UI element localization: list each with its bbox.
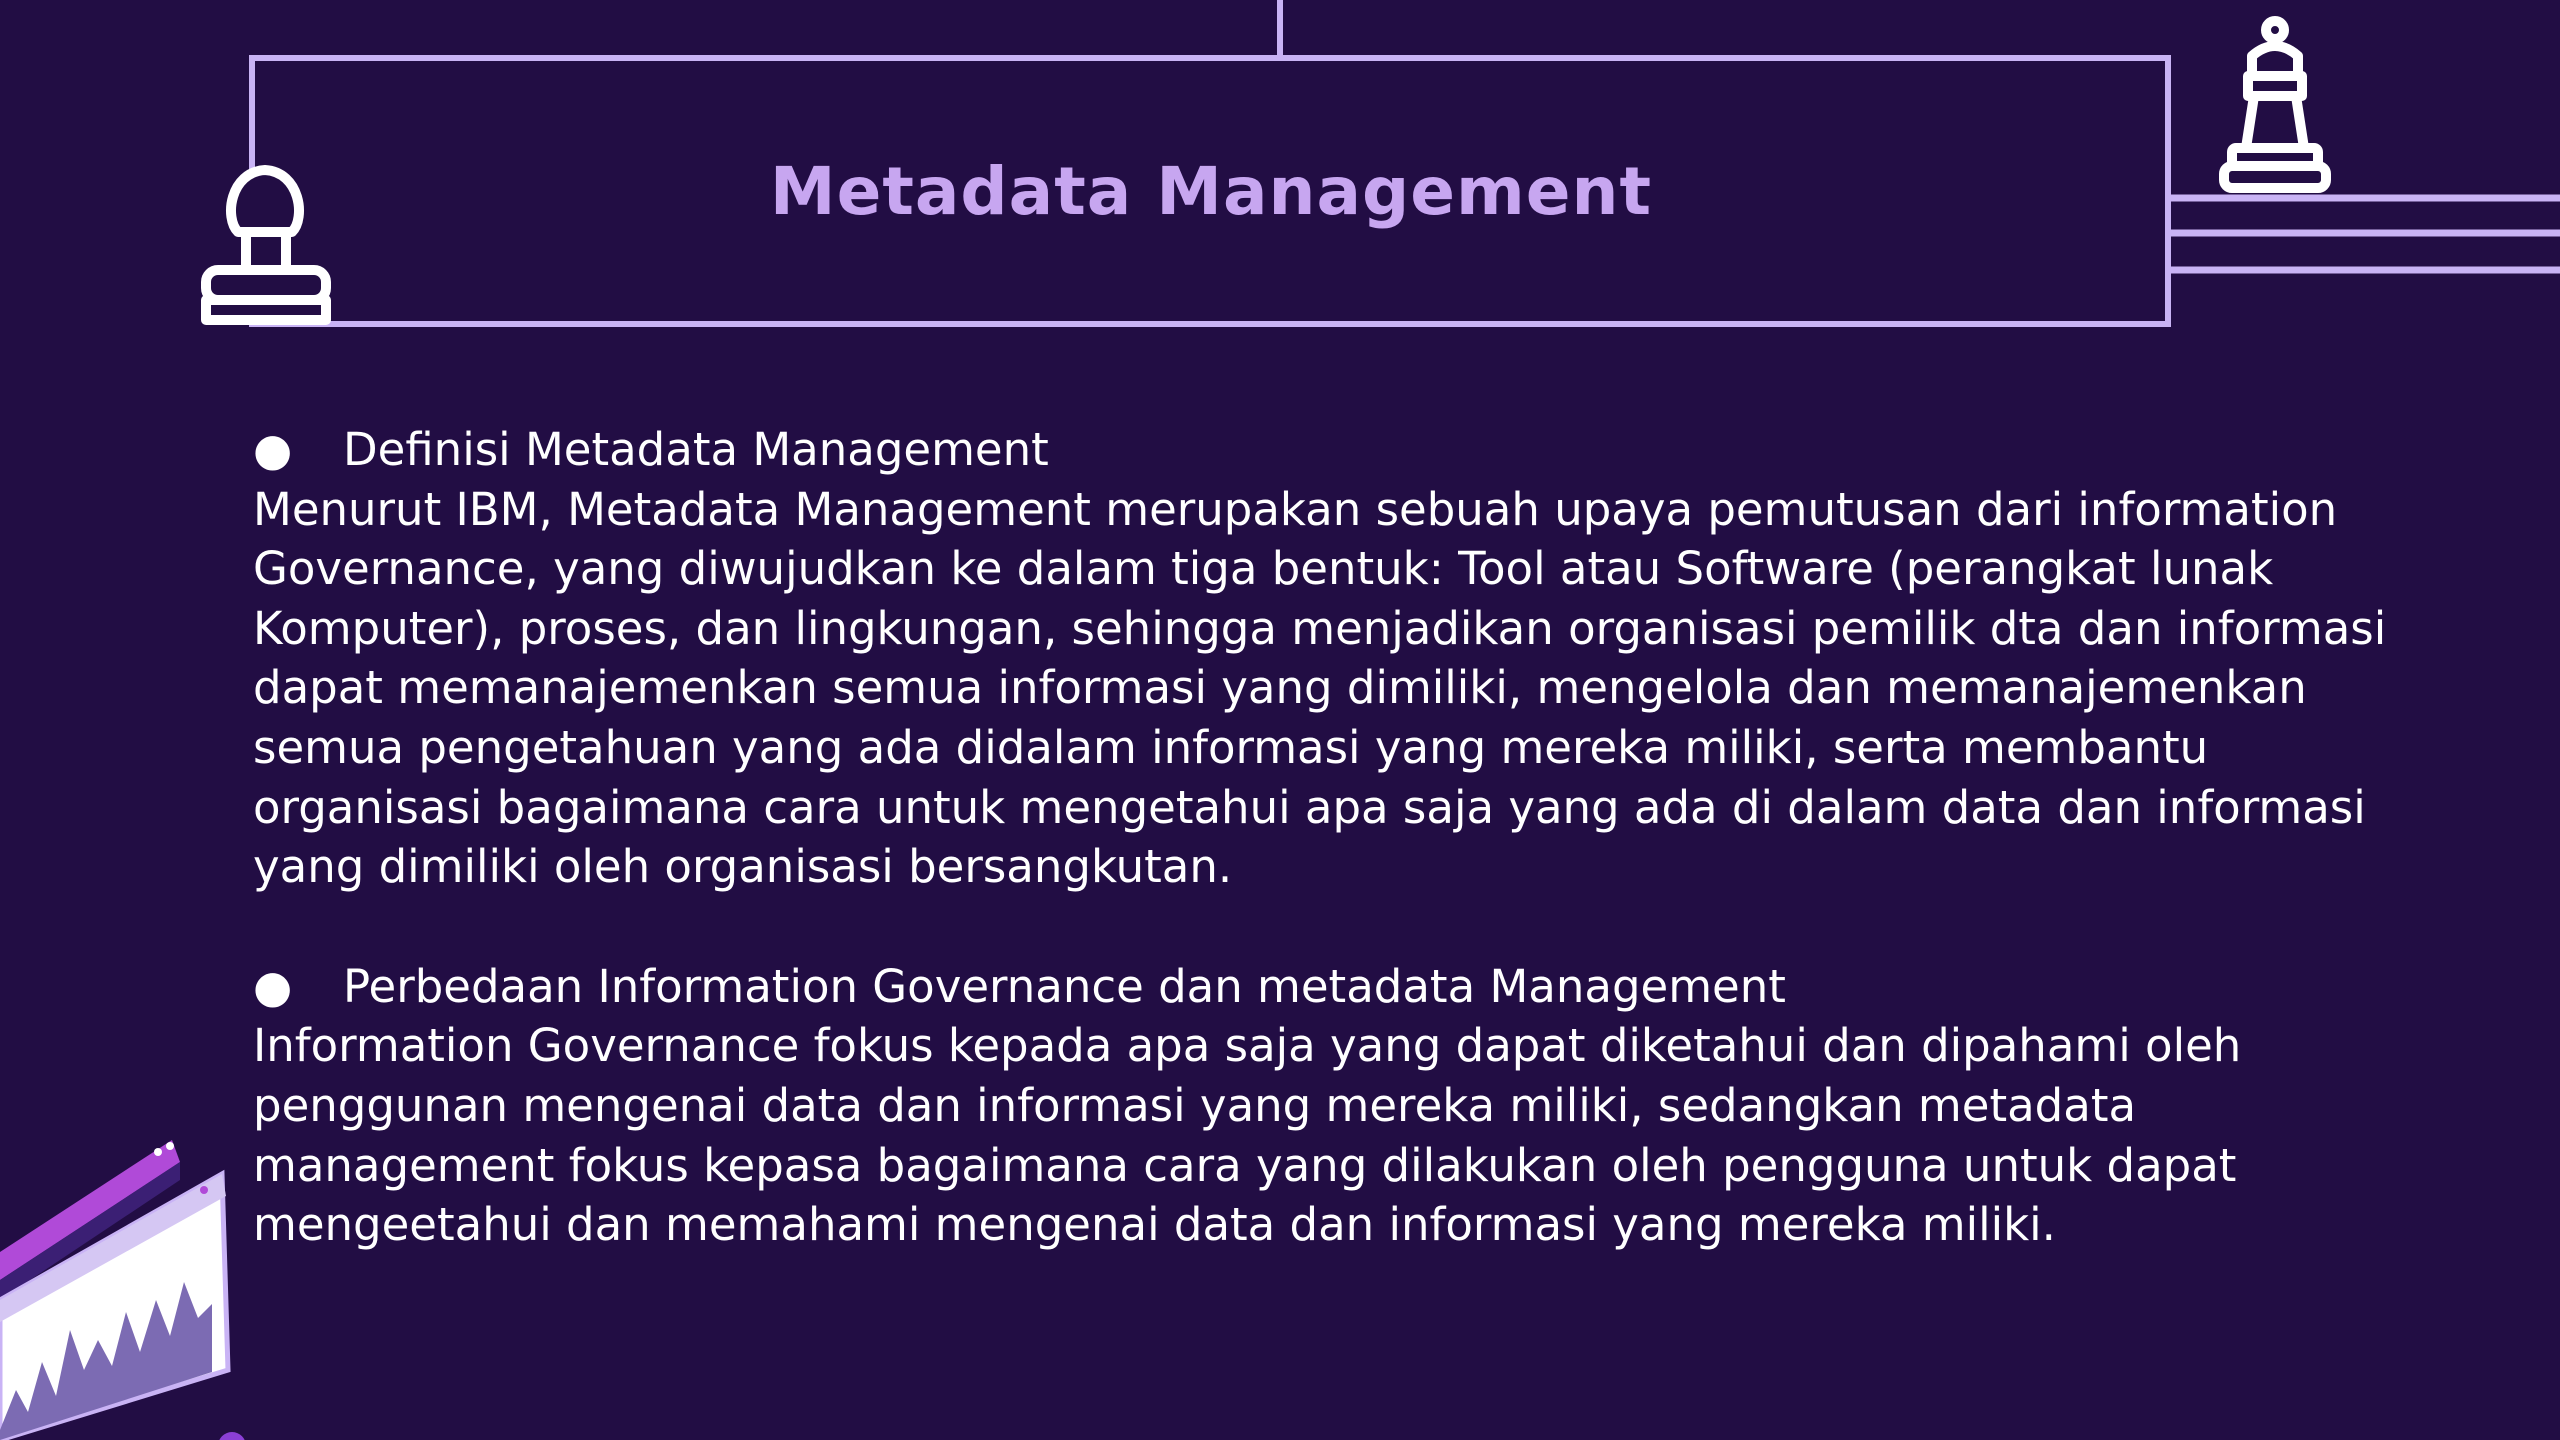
section-heading: [253, 420, 2433, 480]
bullet-dot: ●: [253, 423, 293, 476]
corner-dot: [218, 1432, 246, 1440]
chart-window-illustration: [0, 1140, 228, 1440]
slide-content: [253, 420, 2433, 1255]
section-definisi: [253, 420, 2433, 897]
section-body: Information Governance fokus kepada apa saja yang dapat diketahui dan dipahami oleh penggunan mengenai data dan informasi yang mereka miliki, sedangkan metadata management fokus kepasa bagaimana cara yang dilakukan oleh pengguna untuk dapat mengeetahui dan memahami mengenai data dan informasi yang mereka miliki.: [253, 1019, 2242, 1252]
section-heading: [253, 957, 2433, 1017]
slide-title: Metadata Management: [769, 152, 1653, 230]
section-body: Menurut IBM, Metadata Management merupakan sebuah upaya pemutusan dari information Governance, yang diwujudkan ke dalam tiga bentuk: Tool atau Software (perangkat lunak Komputer), proses, dan lingkungan, sehingga menjadikan organisasi pemilik dta dan informasi dapat memanajemenkan semua informasi yang dimiliki, mengelola dan memanajemenkan semua pengetahuan yang ada didalam informasi yang mereka miliki, serta membantu organisasi bagaimana cara untuk mengetahui apa saja yang ada di dalam data dan informasi yang dimiliki oleh organisasi bersangkutan.: [253, 482, 2387, 894]
section-heading-text: Definisi Metadata Management: [343, 423, 1049, 476]
bullet-dot: ●: [253, 959, 293, 1013]
section-heading-text: Perbedaan Information Governance dan metadata Management: [343, 959, 1786, 1013]
section-perbedaan: [253, 957, 2433, 1255]
chess-bishop-icon: [2224, 21, 2326, 188]
